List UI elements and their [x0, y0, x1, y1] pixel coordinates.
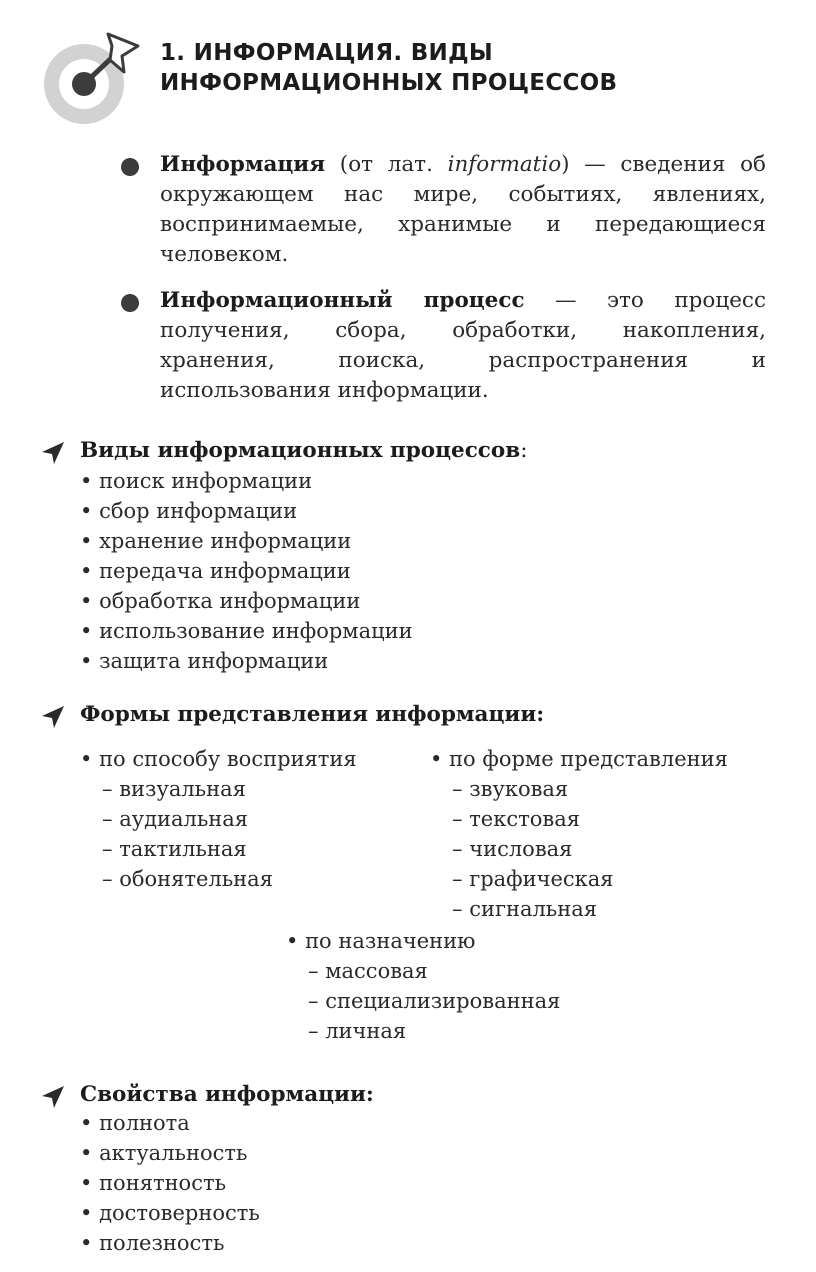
list-item: – личная: [286, 1016, 560, 1046]
process-types-list: [80, 466, 413, 676]
latin-term: informatio: [447, 152, 562, 177]
list-item: • актуальность: [80, 1138, 260, 1168]
list-item: – числовая: [430, 834, 728, 864]
heading-colon: :: [520, 438, 528, 463]
term-origin-prefix: (от лат.: [325, 152, 448, 177]
paper-plane-arrow-icon: [40, 704, 66, 730]
section-heading-process-types: [80, 436, 527, 466]
group-label: • по назначению: [286, 926, 560, 956]
list-item: • использование информации: [80, 616, 413, 646]
term-information-process: Информационный процесс: [160, 288, 525, 313]
page-title: [160, 38, 780, 98]
list-item: – графическая: [430, 864, 728, 894]
list-item: • защита информации: [80, 646, 413, 676]
group-label: • по форме представления: [430, 744, 728, 774]
title-line-1: 1. ИНФОРМАЦИЯ. ВИДЫ: [160, 40, 493, 66]
large-dot-icon: [121, 158, 139, 176]
list-item: • понятность: [80, 1168, 260, 1198]
list-item: • передача информации: [80, 556, 413, 586]
list-item: • поиск информации: [80, 466, 413, 496]
paper-plane-arrow-icon: [40, 440, 66, 466]
definition-information: [160, 150, 766, 270]
group-label: • по способу восприятия: [80, 744, 357, 774]
list-item: – визуальная: [80, 774, 357, 804]
section-heading-properties: Свойства информации:: [80, 1082, 374, 1107]
term-information: Информация: [160, 152, 326, 177]
list-item: • полнота: [80, 1108, 260, 1138]
section-heading-forms: Формы представления информации:: [80, 702, 545, 727]
forms-by-form-list: [430, 744, 728, 924]
list-item: • обработка информации: [80, 586, 413, 616]
title-line-2: ИНФОРМАЦИОННЫХ ПРОЦЕССОВ: [160, 70, 618, 96]
target-arrow-logo-icon: [38, 26, 142, 126]
list-item: – тактильная: [80, 834, 357, 864]
list-item: – специализированная: [286, 986, 560, 1016]
properties-list: [80, 1108, 260, 1258]
definition-text: — это процесс получения, сбора, обработки, накопления, хранения, поиска, распространения и использования информации.: [160, 288, 766, 403]
list-item: • сбор информации: [80, 496, 413, 526]
list-item: – текстовая: [430, 804, 728, 834]
list-item: – аудиальная: [80, 804, 357, 834]
forms-by-perception-list: [80, 744, 357, 894]
list-item: • хранение информации: [80, 526, 413, 556]
list-item: – звуковая: [430, 774, 728, 804]
large-dot-icon: [121, 294, 139, 312]
list-item: • полезность: [80, 1228, 260, 1258]
forms-by-purpose-list: [286, 926, 560, 1046]
definition-process: [160, 286, 766, 406]
heading-text: Виды информационных процессов: [80, 438, 521, 463]
definition-text: ) — сведения об окружающем нас мире, событиях, явлениях, воспринимаемые, хранимые и передающиеся человеком.: [160, 152, 766, 267]
list-item: – массовая: [286, 956, 560, 986]
list-item: • достоверность: [80, 1198, 260, 1228]
list-item: – обонятельная: [80, 864, 357, 894]
list-item: – сигнальная: [430, 894, 728, 924]
paper-plane-arrow-icon: [40, 1084, 66, 1110]
